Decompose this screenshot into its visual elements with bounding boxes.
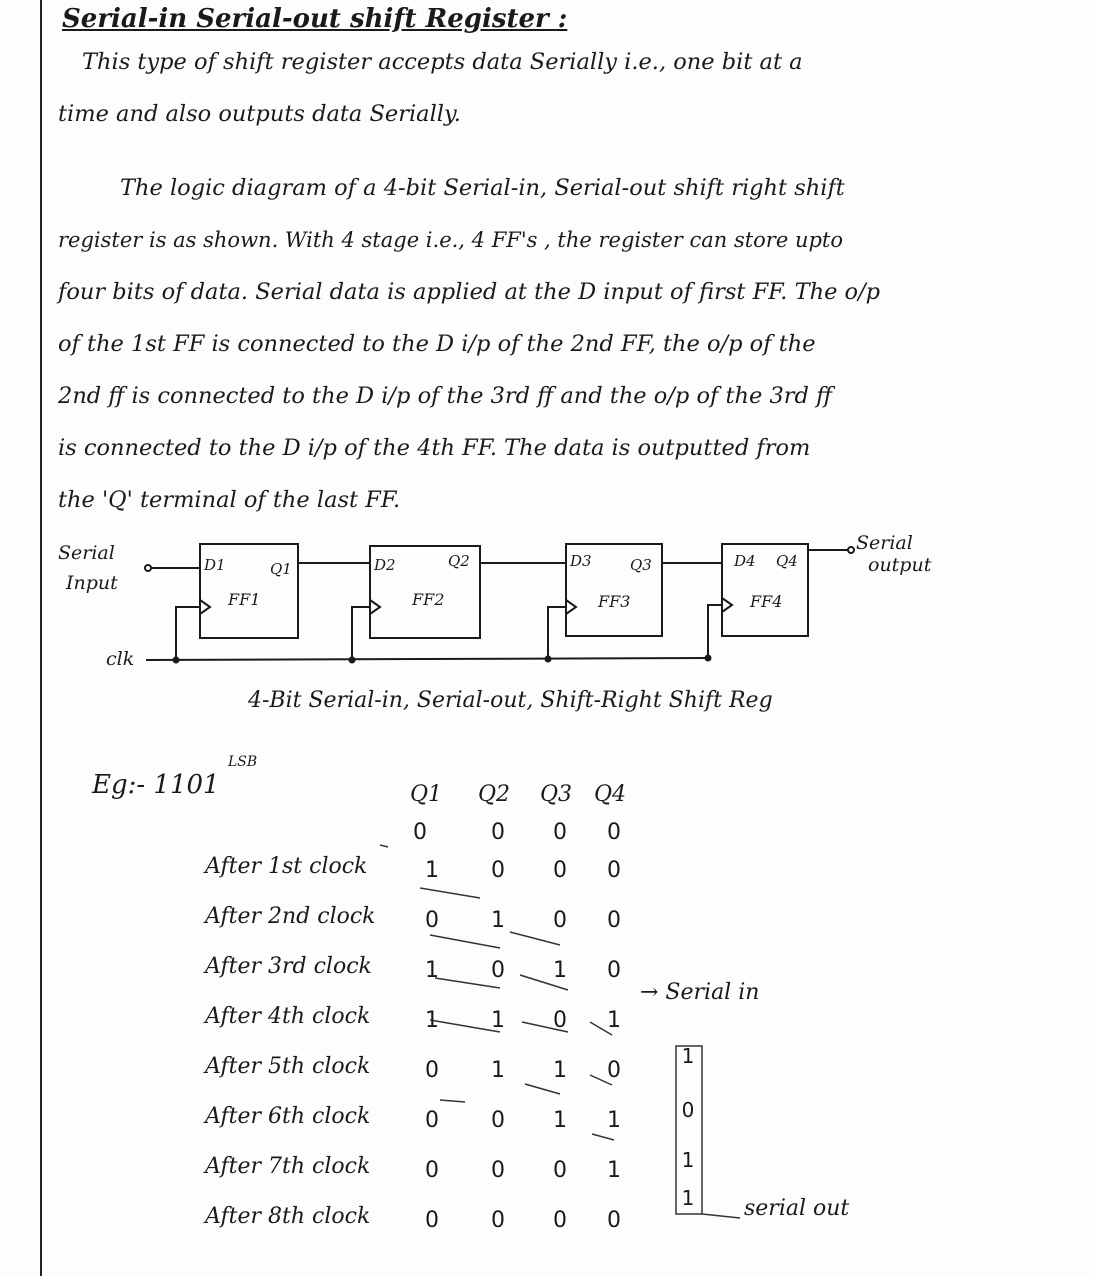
ff1-q-label: Q1 xyxy=(270,560,292,578)
table-cell: 0 xyxy=(491,858,505,883)
table-cell: 1 xyxy=(607,1158,621,1183)
ff1-name: FF1 xyxy=(228,590,261,609)
ff1-d-label: D1 xyxy=(204,556,226,574)
table-cell: 0 xyxy=(491,1158,505,1183)
table-cell: 0 xyxy=(425,1108,439,1133)
serial-input-label: Serial xyxy=(58,542,115,564)
clock-row-label: After 7th clock xyxy=(205,1154,371,1179)
serial-input-label: Input xyxy=(66,572,118,594)
ff4-name: FF4 xyxy=(750,592,783,611)
table-cell: 0 xyxy=(607,958,621,983)
ff3-d-label: D3 xyxy=(570,552,592,570)
example-prefix: Eg:- 1101 xyxy=(92,770,220,800)
table-cell: 0 xyxy=(553,1158,567,1183)
table-cell: 0 xyxy=(425,1208,439,1233)
output-box-bit: 1 xyxy=(681,1186,695,1210)
ff3-q-label: Q3 xyxy=(630,556,652,574)
table-cell: 0 xyxy=(607,1208,621,1233)
header-q2: Q2 xyxy=(478,782,511,807)
clock-row-label: After 5th clock xyxy=(205,1054,371,1079)
table-cell: 1 xyxy=(425,1008,439,1033)
paragraph-line: time and also outputs data Serially. xyxy=(58,101,461,127)
paragraph-line: of the 1st FF is connected to the D i/p of the 2nd FF, the o/p of the xyxy=(58,331,816,357)
initial-cell: 0 xyxy=(607,820,621,845)
initial-cell: 0 xyxy=(413,820,427,845)
ff3-name: FF3 xyxy=(598,592,631,611)
lsb-label: LSB xyxy=(228,754,258,770)
table-cell: 0 xyxy=(607,858,621,883)
table-cell: 1 xyxy=(491,1008,505,1033)
paragraph-line: four bits of data. Serial data is applied at the D input of first FF. The o/p xyxy=(58,279,881,305)
output-box-bit: 0 xyxy=(681,1098,695,1122)
table-cell: 1 xyxy=(607,1108,621,1133)
paragraph-line: This type of shift register accepts data Serially i.e., one bit at a xyxy=(82,49,803,75)
serial-output-label: output xyxy=(868,554,932,576)
ff2-q-label: Q2 xyxy=(448,552,470,570)
clock-row-label: After 3rd clock xyxy=(205,954,372,979)
table-cell: 1 xyxy=(425,958,439,983)
table-cell: 1 xyxy=(553,958,567,983)
paragraph-line: is connected to the D i/p of the 4th FF. The data is outputted from xyxy=(58,435,811,461)
header-q3: Q3 xyxy=(540,782,573,807)
clk-label: clk xyxy=(106,648,135,670)
table-cell: 1 xyxy=(491,908,505,933)
ff4-d-label: D4 xyxy=(734,552,756,570)
serial-output-label: Serial xyxy=(856,532,913,554)
initial-cell: 0 xyxy=(491,820,505,845)
clock-row-label: After 6th clock xyxy=(205,1104,371,1129)
table-cell: 0 xyxy=(425,1058,439,1083)
output-box-bit: 1 xyxy=(681,1044,695,1068)
table-cell: 0 xyxy=(607,1058,621,1083)
paragraph-line: the 'Q' terminal of the last FF. xyxy=(58,487,401,513)
table-cell: 1 xyxy=(607,1008,621,1033)
ff4-q-label: Q4 xyxy=(776,552,798,570)
clock-row-label: After 1st clock xyxy=(205,854,368,879)
clock-row-label: After 4th clock xyxy=(205,1004,371,1029)
table-cell: 0 xyxy=(553,908,567,933)
header-q1: Q1 xyxy=(410,782,443,807)
table-cell: 0 xyxy=(553,1208,567,1233)
table-cell: 0 xyxy=(425,1158,439,1183)
header-q4: Q4 xyxy=(594,782,627,807)
clock-row-label: After 8th clock xyxy=(205,1204,371,1229)
table-cell: 1 xyxy=(553,1108,567,1133)
serial-in-note: → Serial in xyxy=(640,980,760,1005)
table-cell: 0 xyxy=(491,1208,505,1233)
paragraph-line: The logic diagram of a 4-bit Serial-in, Serial-out shift right shift xyxy=(120,175,845,201)
table-cell: 0 xyxy=(425,908,439,933)
diagram-caption: 4-Bit Serial-in, Serial-out, Shift-Right Shift Reg xyxy=(248,688,773,713)
output-box-bit: 1 xyxy=(681,1148,695,1172)
clock-row-label: After 2nd clock xyxy=(205,904,376,929)
page-title: Serial-in Serial-out shift Register : xyxy=(62,4,568,34)
ff2-d-label: D2 xyxy=(374,556,396,574)
paragraph-line: register is as shown. With 4 stage i.e., 4 FF's , the register can store upto xyxy=(58,228,843,252)
table-cell: 0 xyxy=(607,908,621,933)
paragraph-line: 2nd ff is connected to the D i/p of the 3rd ff and the o/p of the 3rd ff xyxy=(58,383,833,409)
table-cell: 1 xyxy=(491,1058,505,1083)
table-cell: 0 xyxy=(491,1108,505,1133)
table-cell: 1 xyxy=(553,1058,567,1083)
table-cell: 1 xyxy=(425,858,439,883)
initial-cell: 0 xyxy=(553,820,567,845)
serial-out-note: serial out xyxy=(744,1196,850,1221)
table-cell: 0 xyxy=(553,1008,567,1033)
serial-input-terminal xyxy=(145,565,151,571)
table-cell: 0 xyxy=(491,958,505,983)
table-cell: 0 xyxy=(553,858,567,883)
ff2-name: FF2 xyxy=(412,590,445,609)
